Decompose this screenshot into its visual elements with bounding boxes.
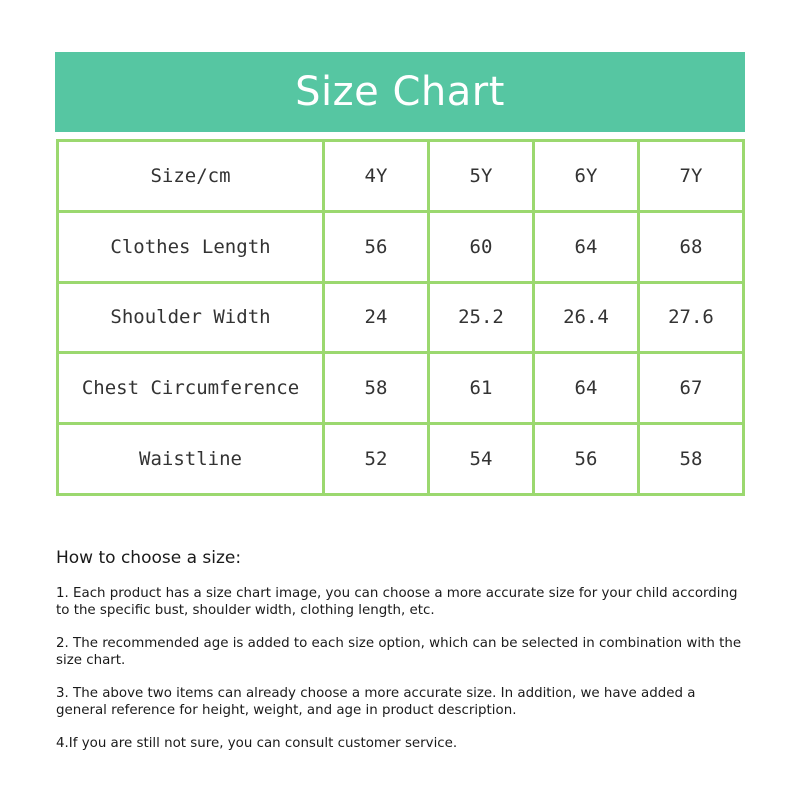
table-cell: 56 xyxy=(324,211,429,282)
table-cell: 58 xyxy=(639,424,744,495)
table-cell: 58 xyxy=(324,353,429,424)
header-cell-4y: 4Y xyxy=(324,141,429,212)
instruction-item: 1. Each product has a size chart image, you can choose a more accurate size for your child according to the specific bust, shoulder width, clothing length, etc. xyxy=(56,586,738,618)
header-cell-size: Size/cm xyxy=(58,141,324,212)
table-cell: 68 xyxy=(639,211,744,282)
table-cell: 56 xyxy=(534,424,639,495)
table-cell: 60 xyxy=(429,211,534,282)
table-row xyxy=(58,282,744,353)
table-cell: 54 xyxy=(429,424,534,495)
row-label: Chest Circumference xyxy=(58,353,324,424)
table-header-row xyxy=(58,141,744,212)
instruction-item: 3. The above two items can already choose a more accurate size. In addition, we have added a general reference for height, weight, and age in product description. xyxy=(56,686,696,718)
row-label: Waistline xyxy=(58,424,324,495)
table-cell: 67 xyxy=(639,353,744,424)
table-cell: 64 xyxy=(534,211,639,282)
header-cell-6y: 6Y xyxy=(534,141,639,212)
table-cell: 26.4 xyxy=(534,282,639,353)
how-to-choose-section xyxy=(56,548,746,768)
instruction-item: 4.If you are still not sure, you can consult customer service. xyxy=(56,736,458,751)
size-table xyxy=(56,139,745,496)
table-cell: 24 xyxy=(324,282,429,353)
table-row xyxy=(58,424,744,495)
row-label: Clothes Length xyxy=(58,211,324,282)
row-label: Shoulder Width xyxy=(58,282,324,353)
table-row xyxy=(58,353,744,424)
header-cell-7y: 7Y xyxy=(639,141,744,212)
page-title: Size Chart xyxy=(295,69,505,115)
table-cell: 25.2 xyxy=(429,282,534,353)
table-cell: 52 xyxy=(324,424,429,495)
table-cell: 61 xyxy=(429,353,534,424)
table-cell: 64 xyxy=(534,353,639,424)
section-heading: How to choose a size: xyxy=(56,548,242,568)
table-cell: 27.6 xyxy=(639,282,744,353)
instruction-item: 2. The recommended age is added to each size option, which can be selected in combination with the size chart. xyxy=(56,636,742,668)
header-cell-5y: 5Y xyxy=(429,141,534,212)
title-banner xyxy=(55,52,745,132)
table-row xyxy=(58,211,744,282)
